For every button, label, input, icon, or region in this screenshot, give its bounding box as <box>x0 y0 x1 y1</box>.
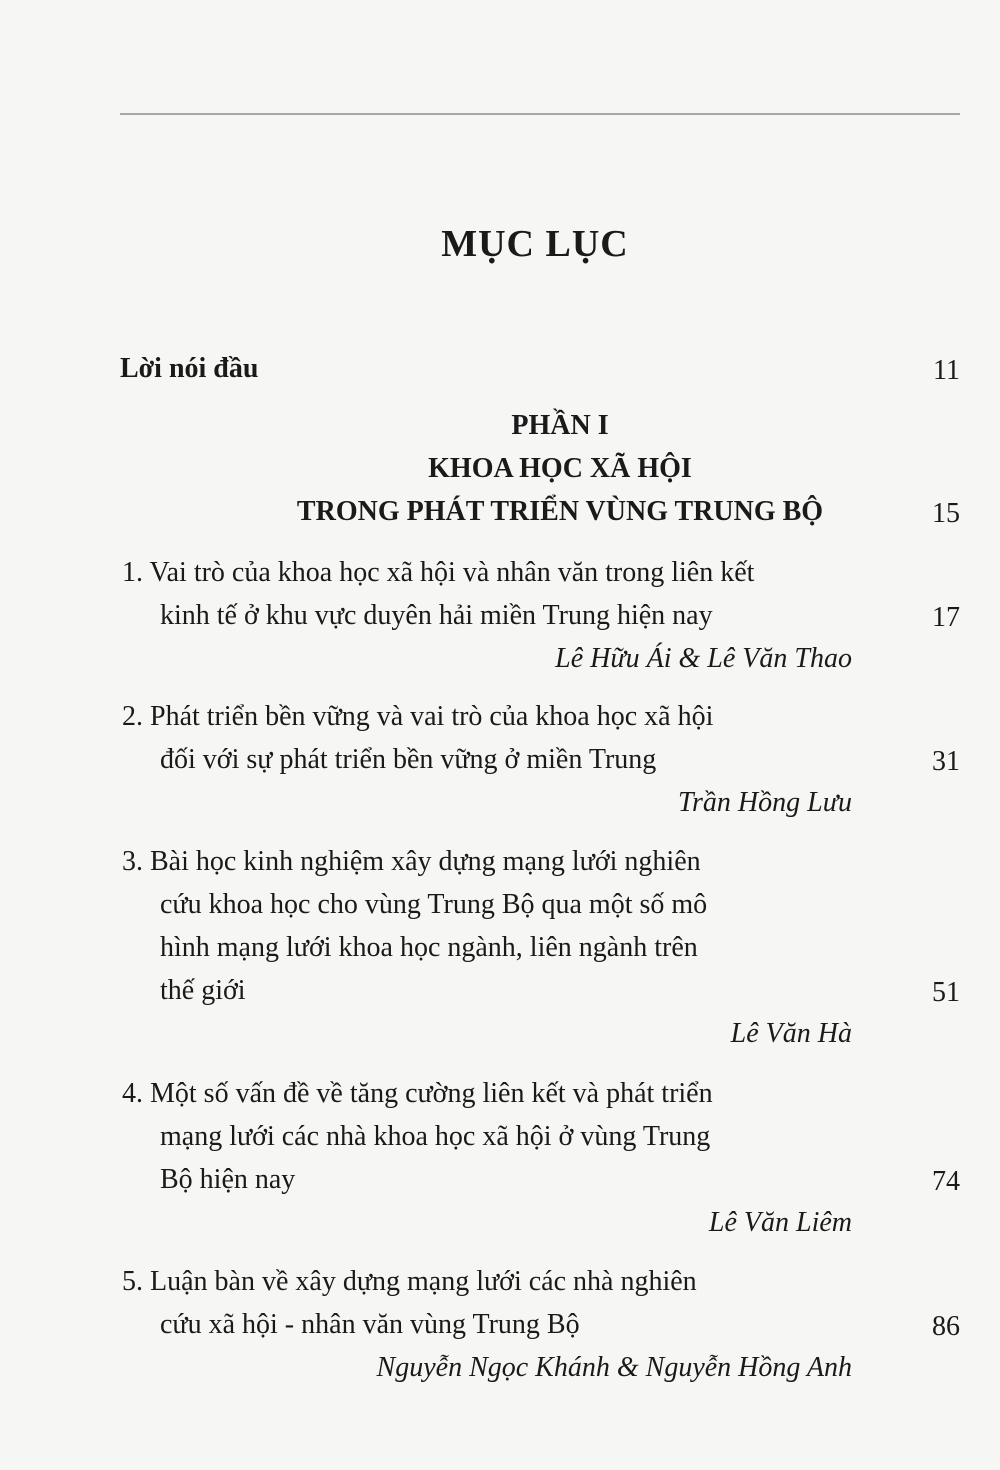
entry-4-line-3: Bộ hiện nay <box>160 1164 296 1195</box>
entry-1-page: 17 <box>932 602 960 633</box>
entry-3-author: Lê Văn Hà <box>730 1018 852 1049</box>
entry-2-page: 31 <box>932 746 960 777</box>
preface-page: 11 <box>933 355 960 386</box>
entry-4-line-1: 4. Một số vấn đề về tăng cường liên kết và phát triển <box>122 1078 713 1109</box>
part-title-line2: TRONG PHÁT TRIỂN VÙNG TRUNG BỘ <box>296 496 824 527</box>
entry-2-line-1: 2. Phát triển bền vững và vai trò của khoa học xã hội <box>122 701 714 732</box>
part-title-line1: KHOA HỌC XÃ HỘI <box>428 453 692 484</box>
entry-2-line-2: đối với sự phát triển bền vững ở miền Trung <box>160 744 657 775</box>
entry-3-line-4: thế giới <box>160 975 246 1006</box>
entry-4-page: 74 <box>932 1166 960 1197</box>
entry-1-line-1: 1. Vai trò của khoa học xã hội và nhân văn trong liên kết <box>122 557 755 588</box>
entry-5-line-2: cứu xã hội - nhân văn vùng Trung Bộ <box>160 1309 580 1340</box>
entry-1-author: Lê Hữu Ái & Lê Văn Thao <box>555 643 852 674</box>
preface-label: Lời nói đầu <box>120 353 259 384</box>
entry-4-author: Lê Văn Liêm <box>708 1207 852 1238</box>
entry-3-line-3: hình mạng lưới khoa học ngành, liên ngành trên <box>160 932 698 963</box>
header-rule <box>120 113 960 115</box>
part-page: 15 <box>932 498 960 529</box>
entry-2-author: Trần Hồng Lưu <box>678 787 852 818</box>
entry-1-line-2: kinh tế ở khu vực duyên hải miền Trung hiện nay <box>160 600 713 631</box>
entry-5-line-1: 5. Luận bàn về xây dựng mạng lưới các nhà nghiên <box>122 1266 697 1297</box>
entry-3-line-1: 3. Bài học kinh nghiệm xây dựng mạng lưới nghiên <box>122 846 701 877</box>
page-title: MỤC LỤC <box>441 223 629 265</box>
part-heading: PHẦN I <box>511 410 609 441</box>
entry-3-line-2: cứu khoa học cho vùng Trung Bộ qua một số mô <box>160 889 708 920</box>
entry-4-line-2: mạng lưới các nhà khoa học xã hội ở vùng Trung <box>160 1121 711 1152</box>
entry-5-author: Nguyễn Ngọc Khánh & Nguyễn Hồng Anh <box>376 1352 852 1383</box>
entry-5-page: 86 <box>932 1311 960 1342</box>
entry-3-page: 51 <box>932 977 960 1008</box>
